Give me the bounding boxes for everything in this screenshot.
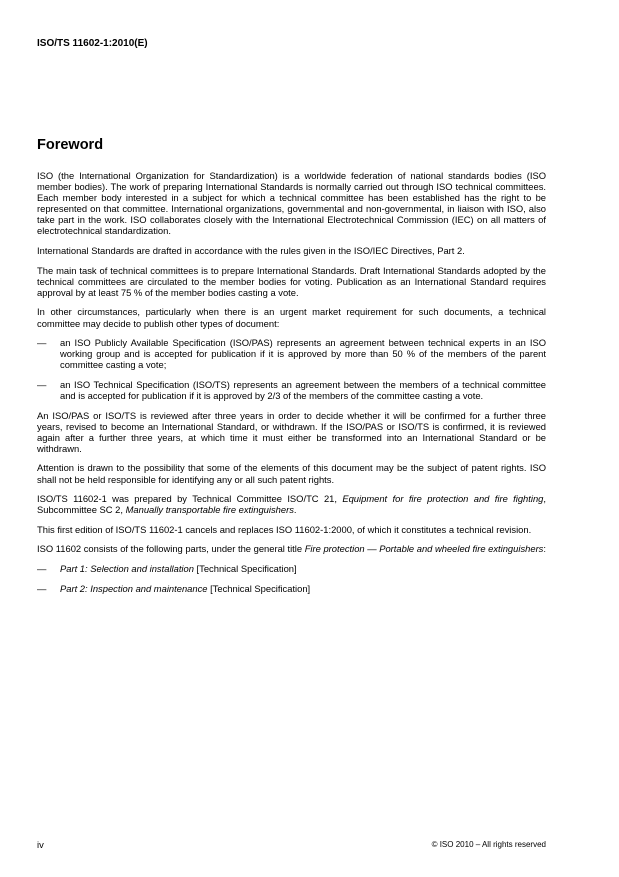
foreword-body [37, 170, 546, 602]
part-title: Part 2: Inspection and maintenance [60, 582, 208, 594]
prepared-by-end: . [293, 504, 297, 516]
list-item-part-1 [37, 563, 546, 574]
general-title: Fire protection — Portable and wheeled fire extinguishers [304, 543, 544, 555]
committee-name: Equipment for fire protection and fire fighting [342, 493, 544, 505]
paragraph-patent-rights: Attention is drawn to the possibility that some of the elements of this document may be the subject of patent rights. ISO shall not be held responsible for identifying any or all such patent rights. [37, 462, 546, 485]
list-item-iso-ts [37, 379, 546, 401]
paragraph-parts-intro [37, 543, 546, 554]
part-type: [Technical Specification] [210, 582, 311, 594]
list-item-iso-pas [37, 337, 546, 370]
document-id-header: ISO/TS 11602-1:2010(E) [37, 38, 148, 49]
parts-intro-end: : [543, 543, 546, 555]
page-title: Foreword [37, 137, 104, 153]
parts-intro-text: ISO 11602 consists of the following parts, under the general title [37, 543, 305, 555]
paragraph-drafting-rules: International Standards are drafted in accordance with the rules given in the ISO/IEC Directives, Part 2. [37, 245, 465, 257]
paragraph-main-task: The main task of technical committees is to prepare International Standards. Draft International Standards adopted by the technical committees are circulated to the member bodies for voting. Publication as an International Standard requires approval by at least 75 % of the member bodies casting a vote. [37, 264, 546, 298]
paragraph-iso-federation: ISO (the International Organization for Standardization) is a worldwide federation of national standards bodies (ISO member bodies). The work of preparing International Standards is normally carried out through ISO technical committees. Each member body interested in a subject for which a technical committee has been established has the right to be represented on that committee. International organizations, governmental and non-governmental, in liaison with ISO, also take part in the work. ISO collaborates closely with the International Electrotechnical Commission (IEC) on all matters of electrotechnical standardization. [37, 170, 546, 237]
list-item-text: an ISO Technical Specification (ISO/TS) represents an agreement between the members of a technical committee and is accepted for publication if it is approved by 2/3 of the members of the committee casting a vote. [60, 378, 546, 401]
dash-bullet: — [37, 378, 47, 390]
page-number: iv [37, 839, 44, 850]
paragraph-review: An ISO/PAS or ISO/TS is reviewed after three years in order to decide whether it will be confirmed for a further three years, revised to become an International Standard, or withdrawn. If the ISO/PAS or ISO/TS is confirmed, it is reviewed again after a further three years, at which time it must either be transformed into an International Standard or be withdrawn. [37, 409, 546, 454]
part-type: [Technical Specification] [196, 563, 297, 575]
copyright-notice: © ISO 2010 – All rights reserved [431, 840, 546, 849]
paragraph-prepared-by [37, 493, 546, 515]
part-title: Part 1: Selection and installation [60, 563, 194, 575]
paragraph-other-circumstances: In other circumstances, particularly when there is an urgent market requirement for such documents, a technical committee may decide to publish other types of document: [37, 306, 546, 329]
list-item-part-2 [37, 583, 546, 594]
dash-bullet: — [37, 582, 47, 594]
subcommittee-name: Manually transportable fire extinguishers [125, 504, 294, 516]
prepared-by-prefix: ISO/TS 11602-1 was prepared by Technical Committee ISO/TC 21, [37, 493, 343, 505]
prepared-by-middle: , Subcommittee SC 2, [37, 493, 546, 516]
paragraph-first-edition: This first edition of ISO/TS 11602-1 cancels and replaces ISO 11602-1:2000, of which it constitutes a technical revision. [37, 523, 532, 535]
dash-bullet: — [37, 563, 47, 575]
dash-bullet: — [37, 337, 47, 349]
list-item-text: an ISO Publicly Available Specification (ISO/PAS) represents an agreement between technical experts in an ISO working group and is accepted for publication if it is approved by more than 50 % of the members of the parent committee casting a vote; [60, 337, 546, 371]
